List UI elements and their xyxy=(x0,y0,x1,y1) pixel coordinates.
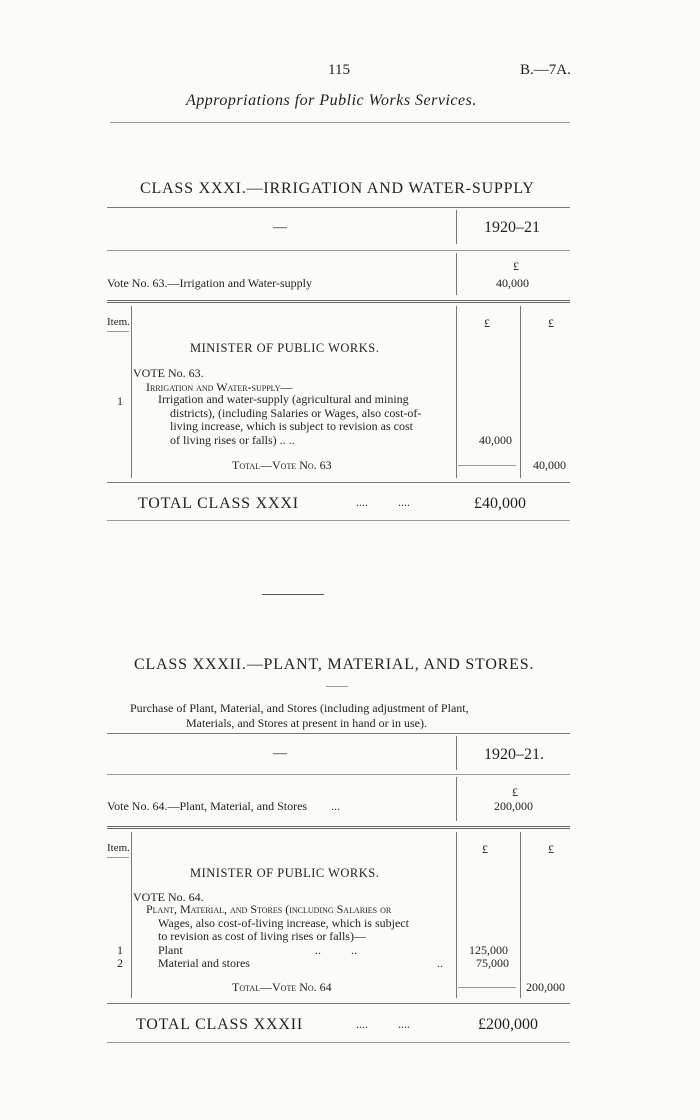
item-header: Item. xyxy=(107,842,130,854)
vote-number: VOTE No. 63. xyxy=(133,366,204,380)
column-divider xyxy=(456,832,457,998)
total-class-amount: £40,000 xyxy=(474,495,526,512)
rule xyxy=(107,1042,570,1043)
column-divider xyxy=(456,306,457,478)
vote-number: VOTE No. 64. xyxy=(133,890,204,904)
subtotal-rule xyxy=(458,465,516,466)
total-vote-label: Total—Vote No. 63 xyxy=(232,458,332,472)
item-column-divider xyxy=(131,832,132,998)
pound-sign: £ xyxy=(512,785,518,799)
item-header: Item. xyxy=(107,316,130,328)
item-amount: 40,000 xyxy=(479,433,512,447)
table-top-rule xyxy=(107,207,570,208)
item-number: 2 xyxy=(117,956,123,970)
column-divider xyxy=(456,736,457,770)
total-class-dots: .... .... xyxy=(356,495,410,509)
item-number: 1 xyxy=(117,943,123,957)
rule xyxy=(107,1003,570,1004)
item-dots: .. .. xyxy=(315,943,357,957)
rule xyxy=(107,774,570,775)
table-top-rule xyxy=(107,733,570,734)
document-reference: B.—7A. xyxy=(520,62,571,78)
subhead: Plant, Material, and Stores (including Salaries or Wages, also cost-of-living increase, which is subject to revision as cost of living rises or falls)— xyxy=(146,902,409,943)
dash-header: — xyxy=(273,746,287,761)
item-dots: .. xyxy=(437,956,443,970)
year-header: 1920–21. xyxy=(484,746,544,763)
item-amount: 125,000 xyxy=(469,943,508,957)
class-subtitle: Purchase of Plant, Material, and Stores (including adjustment of Plant, Materials, and Stores at present in hand or in use). xyxy=(130,701,469,730)
pound-column-1: £ xyxy=(484,316,490,330)
column-divider xyxy=(520,832,521,998)
item-header-rule xyxy=(107,331,129,332)
vote-amount: 40,000 xyxy=(496,276,529,290)
rule xyxy=(107,250,570,251)
vote-label: Vote No. 63.—Irrigation and Water-supply xyxy=(107,276,312,290)
class-title: CLASS XXXI.—IRRIGATION AND WATER-SUPPLY xyxy=(140,180,535,197)
rule xyxy=(107,520,570,521)
item-amount: 75,000 xyxy=(476,956,509,970)
minister-heading: MINISTER OF PUBLIC WORKS. xyxy=(190,341,380,355)
column-divider xyxy=(456,777,457,821)
total-class-label: TOTAL CLASS XXXII xyxy=(136,1016,303,1033)
total-class-amount: £200,000 xyxy=(478,1016,538,1033)
subtotal-rule xyxy=(458,987,516,988)
item-header-rule xyxy=(107,857,129,858)
item-number: 1 xyxy=(117,394,123,408)
year-header: 1920–21 xyxy=(484,219,540,236)
pound-column-2: £ xyxy=(548,316,554,330)
class-title: CLASS XXXII.—PLANT, MATERIAL, AND STORES. xyxy=(134,656,535,673)
item-label: Material and stores xyxy=(158,956,250,970)
column-divider xyxy=(456,253,457,295)
vote-amount: 200,000 xyxy=(494,799,533,813)
item-description: Irrigation and water-supply (agricultural and mining districts), (including Salaries or Wages, also cost-of- living increase, which is subject to revision as cost of living rises or falls) .. .. xyxy=(158,392,422,447)
dash-header: — xyxy=(273,220,287,235)
header-rule xyxy=(110,122,570,123)
section-separator xyxy=(262,594,324,595)
total-class-dots: .... .... xyxy=(356,1017,410,1031)
item-label: Plant xyxy=(158,943,183,957)
double-rule xyxy=(107,300,570,303)
pound-column-1: £ xyxy=(482,842,488,856)
double-rule xyxy=(107,826,570,829)
total-vote-amount: 200,000 xyxy=(526,980,565,994)
total-vote-amount: 40,000 xyxy=(533,458,566,472)
pound-column-2: £ xyxy=(548,842,554,856)
pound-sign: £ xyxy=(513,259,519,273)
item-column-divider xyxy=(131,306,132,478)
running-title: Appropriations for Public Works Services. xyxy=(186,92,477,109)
vote-label: Vote No. 64.—Plant, Material, and Stores ... xyxy=(107,799,341,813)
total-vote-label: Total—Vote No. 64 xyxy=(232,980,332,994)
column-divider xyxy=(456,210,457,244)
column-divider xyxy=(520,306,521,478)
rule xyxy=(107,482,570,483)
page-number: 115 xyxy=(328,62,350,78)
minister-heading: MINISTER OF PUBLIC WORKS. xyxy=(190,866,380,880)
subhead: Irrigation and Water-supply— xyxy=(146,380,293,394)
title-dash xyxy=(326,686,348,687)
total-class-label: TOTAL CLASS XXXI xyxy=(138,495,299,512)
